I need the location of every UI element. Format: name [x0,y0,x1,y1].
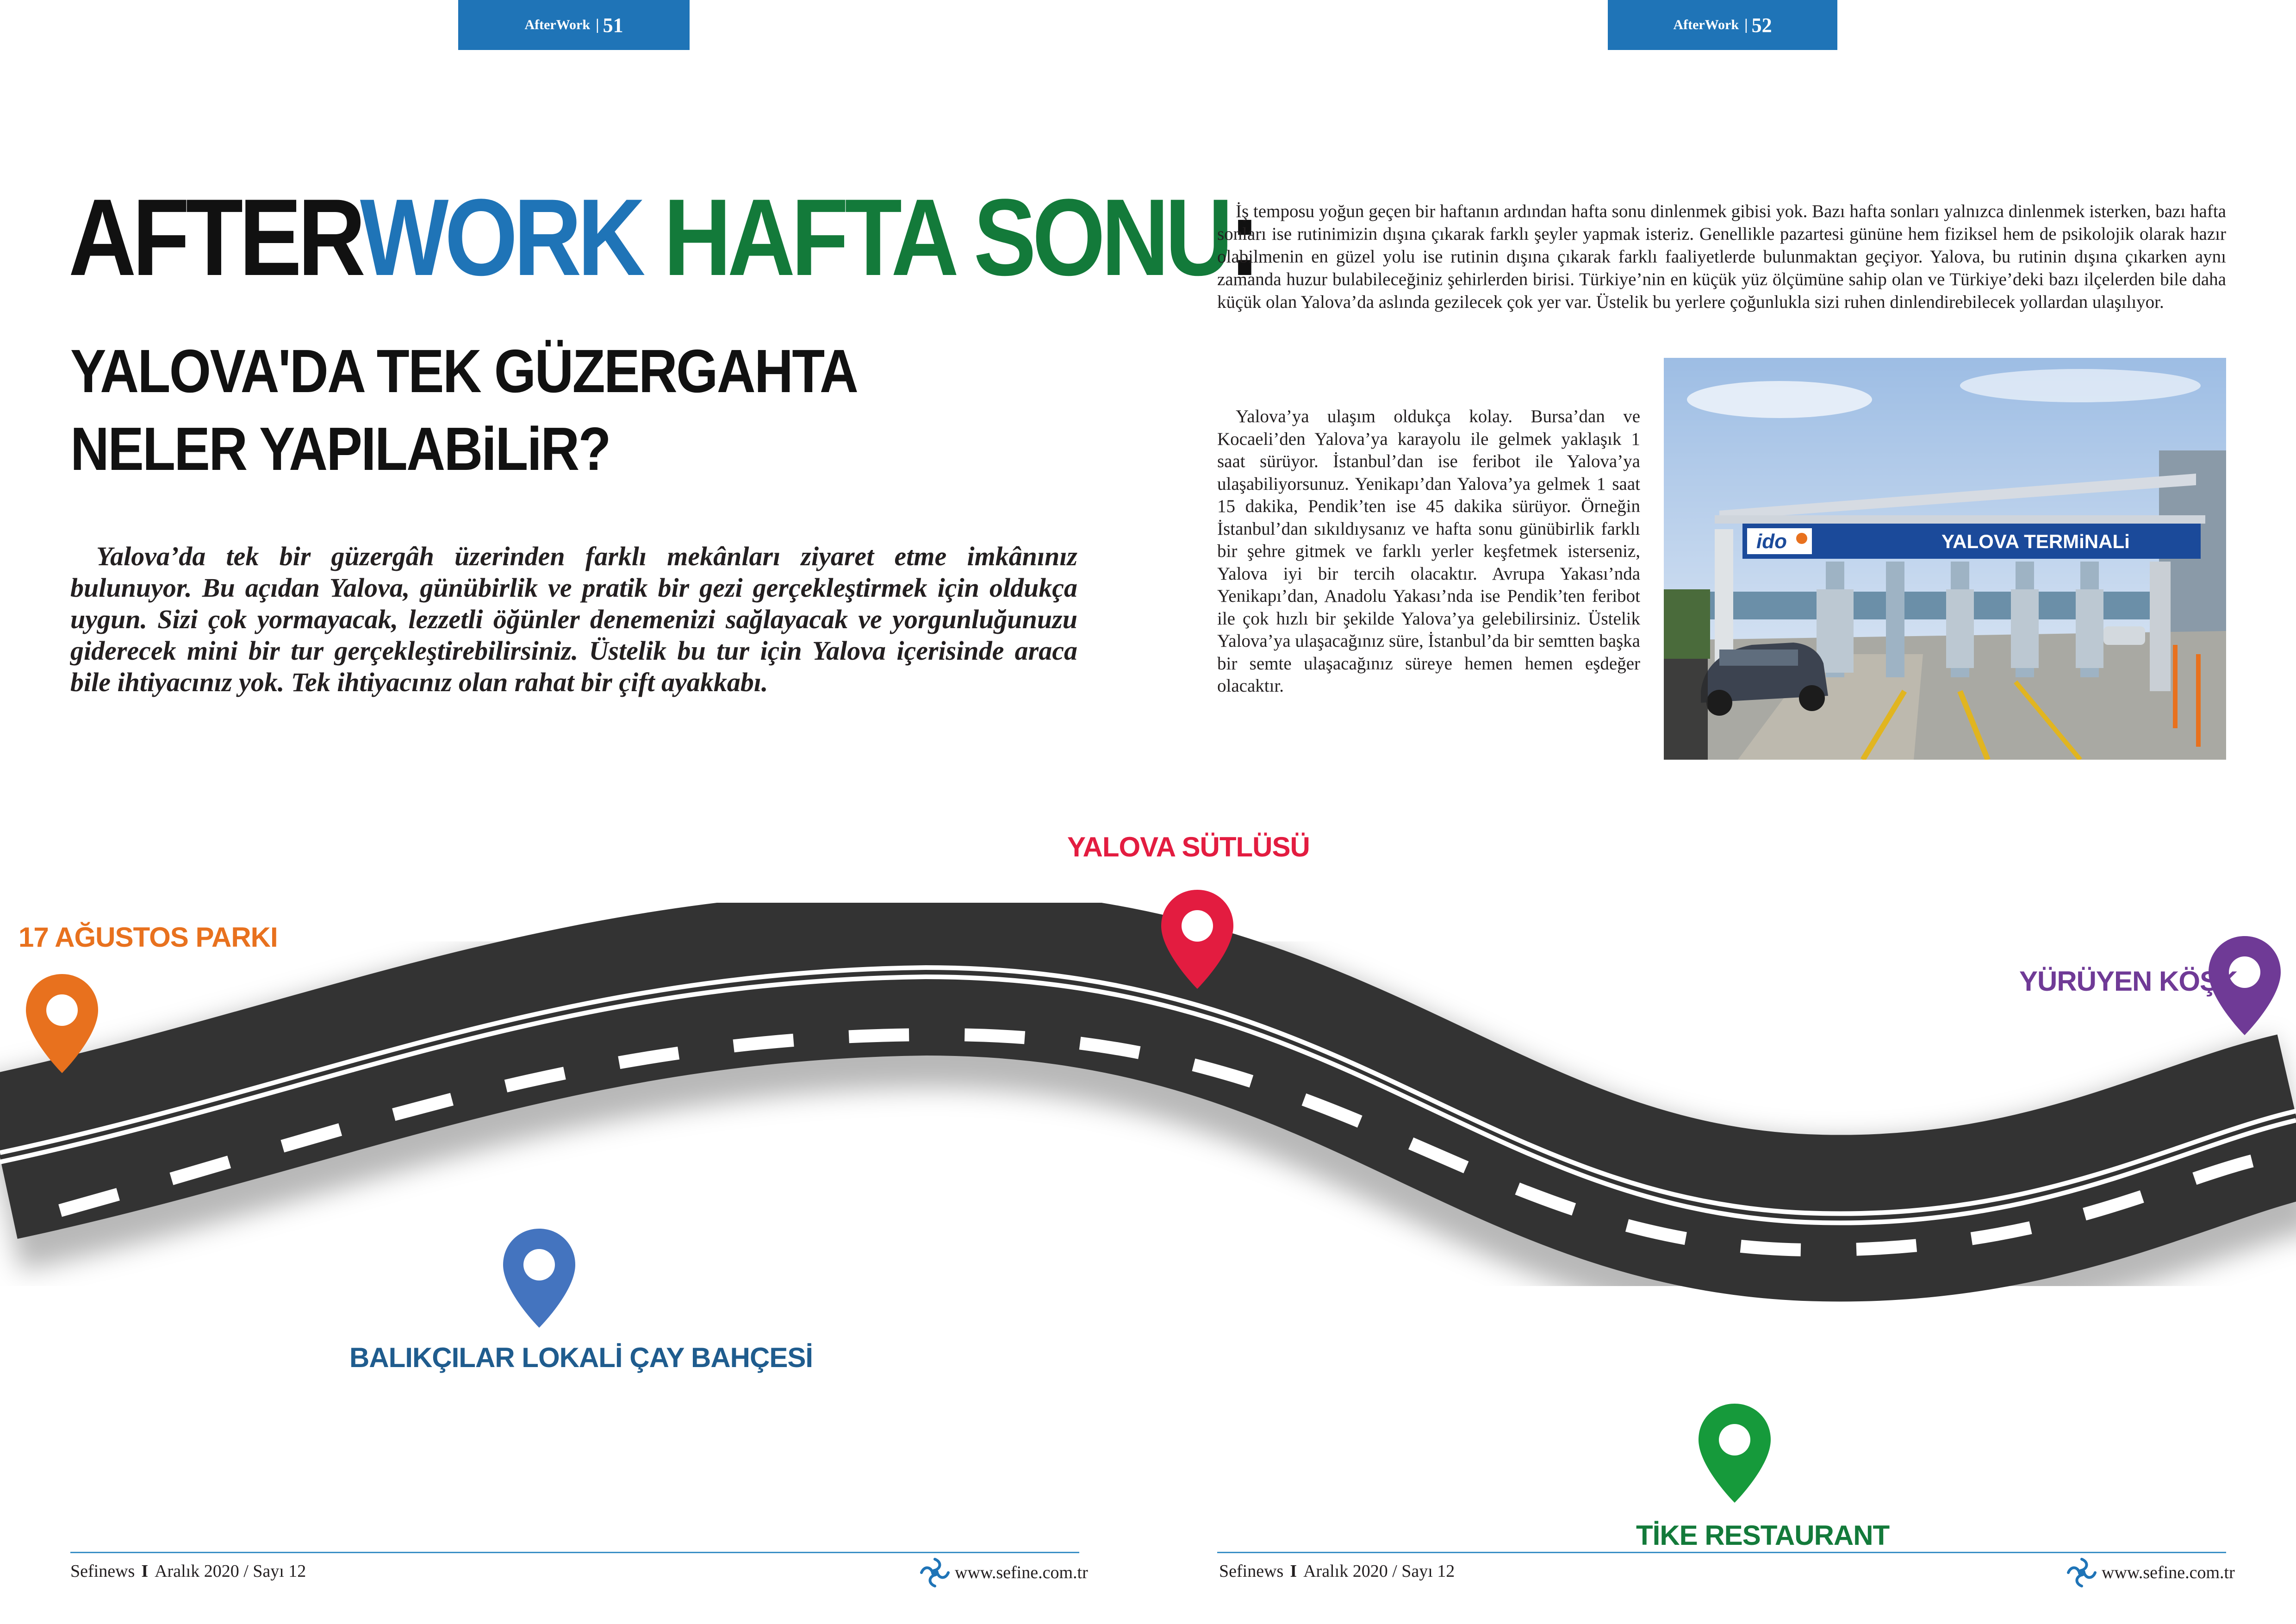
page-header-left [458,0,690,50]
section-label: AfterWork [1673,17,1739,32]
sefine-logo-icon [2066,1556,2098,1589]
route-road [0,903,2296,1481]
page-number: 51 [603,13,623,37]
label-17-agustos-parki: 17 AĞUSTOS PARKI [19,922,278,953]
article-headline [68,176,1257,299]
section-label: AfterWork [524,17,591,32]
headline-hafta-sonu: HAFTA SONU [641,176,1229,299]
intro-paragraph: Yalova’da tek bir güzergâh üzerinden farklı mekânları ziyaret etme imkânınız bulunuyor. Bu açıdan Yalova, günübirlik ve pratik bir gezi gerçekleştirmek için oldukça uygun. Sizi çok yormayacak, lezzetli öğünler denemenizi sağlayacak ve yorgunluğunuzu giderecek mini bir tur gerçekleştirebilirsiniz. Üstelik bu tur için Yalova içerisinde araca bile ihtiyacınız yok. Tek ihtiyacınız olan rahat bir çift ayakkabı. [70,541,1077,697]
label-yuruyen-kosk: YÜRÜYEN KÖŞK [2019,966,2238,997]
ido-logo: ido [1756,530,1787,553]
website-link[interactable]: www.sefine.com.tr [955,1563,1088,1582]
terminal-sign: YALOVA TERMiNALi [1941,531,2130,552]
sefine-logo-icon [919,1556,951,1589]
label-tike-restaurant: TİKE RESTAURANT [1636,1520,1890,1551]
pin-balikcilar-lokali [501,1227,577,1330]
website-link[interactable]: www.sefine.com.tr [2102,1563,2235,1582]
footer-separator: I [1290,1562,1297,1581]
headline-after: AFTER [68,176,360,299]
pin-17-agustos-parki [24,972,100,1075]
publication-name: Sefinews [1219,1562,1284,1581]
publication-name: Sefinews [70,1562,135,1581]
body-paragraph-1: İş temposu yoğun geçen bir haftanın ardından hafta sonu dinlenmek gibisi yok. Bazı hafta sonları yalnızca dinlenmek isterken, bazı hafta sonları ise rutinimizin dışına çıkarak farklı şeyler yapmak isteriz. Genellikle pazartesi gününe hem fiziksel hem de psikolojik olarak hazır olabilmenin en güzel yolu ise rutinin dışına çıkarak farklı faaliyetlerde bulunmaktan geçiyor. Yalova, bu rutinin dışına çıkarken aynı zamanda huzur bulabileceğiniz şehirlerden birisi. Türkiye’nin en küçük yüz ölçümüne sahip olan ve Türkiye’deki bazı ilçelerden bile daha küçük olan Yalova’da aslında gezilecek çok yer var. Üstelik bu yerlere çoğunlukla sizi ruhen dinlendirebilecek yollardan ulaşılıyor. [1217,201,2226,312]
header-separator: | [1744,16,1748,33]
label-yalova-sutlusu: YALOVA SÜTLÜSÜ [1067,831,1310,862]
footer-rule-left [70,1552,1079,1553]
article-subheading [70,332,857,488]
footer-website-right[interactable] [2066,1556,2235,1589]
issue-info: Aralık 2020 / Sayı 12 [155,1562,306,1581]
footer-rule-right [1217,1552,2226,1553]
footer-left [70,1561,306,1581]
body-paragraph-2: Yalova’ya ulaşım oldukça kolay. Bursa’dan ve Kocaeli’den Yalova’ya karayolu ile gelmek yaklaşık 1 saat sürüyor. İstanbul’dan ise feribot ile Yalova’ya ulaşabiliyorsunuz. Yenikapı’dan Yalova’ya gelmek 1 saat 15 dakika, Pendik’ten ise 45 dakika sürüyor. Örneğin İstanbul’dan sıkıldıysanız ve hafta sonu günübirlik farklı bir şehre gitmek ve farklı yerler keşfetmek isterseniz, Yalova iyi bir tercih olacaktır. Avrupa Yakası’nda Yenikapı’dan, Anadolu Yakası’nda ise Pendik’ten feribot ile çok hızlı bir şekilde Yalova’ya gelebilirsiniz. Üstelik Yalova’ya ulaşacağınız süre, İstanbul’da bir semtten başka bir semte ulaşacağınız süreye hemen hemen eşdeğer olacaktır. [1217,406,1640,696]
headline-colon: : [1229,176,1257,299]
headline-work: WORK [360,176,641,299]
footer-separator: I [141,1562,149,1581]
subheading-line-2: NELER YAPILABiLiR? [70,415,610,483]
page-number: 52 [1751,13,1772,37]
page-header-right [1608,0,1837,50]
terminal-illustration [1664,358,2226,760]
pin-yalova-sutlusu [1159,888,1235,991]
label-balikcilar-lokali: BALIKÇILAR LOKALİ ÇAY BAHÇESİ [349,1342,813,1373]
yalova-terminal-photo [1664,358,2226,760]
footer-website-left[interactable] [919,1556,1088,1589]
subheading-line-1: YALOVA'DA TEK GÜZERGAHTA [70,337,858,405]
pin-tike-restaurant [1697,1402,1773,1505]
issue-info: Aralık 2020 / Sayı 12 [1303,1562,1455,1581]
header-separator: | [596,16,599,33]
footer-right [1219,1561,1455,1581]
